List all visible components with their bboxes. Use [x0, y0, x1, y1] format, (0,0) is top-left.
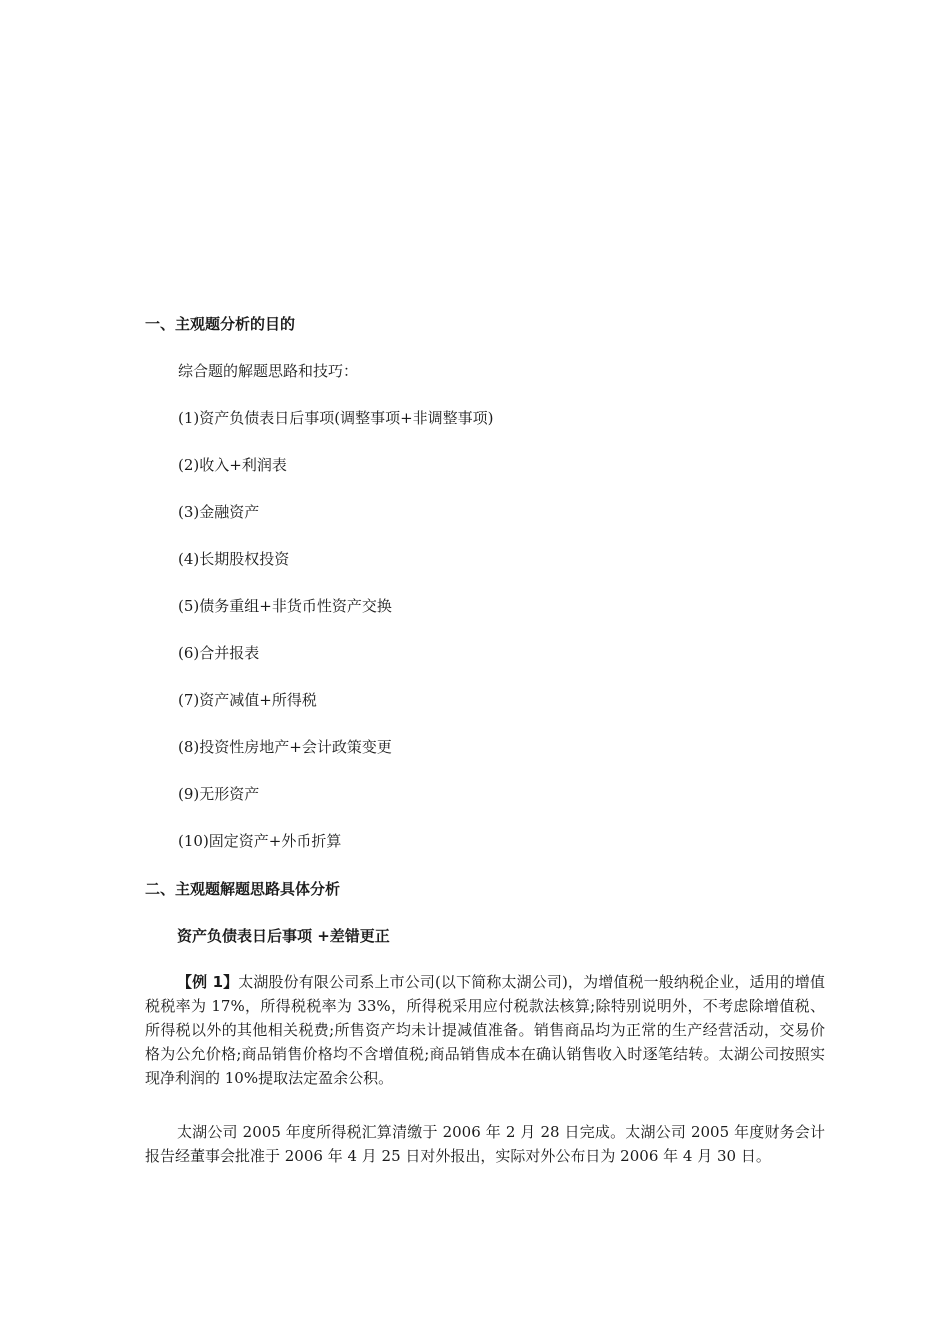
- list-item: (1)资产负债表日后事项(调整事项+非调整事项): [178, 409, 494, 427]
- list-item: (5)债务重组+非货币性资产交换: [178, 597, 392, 615]
- example-label: 【例 1】: [177, 973, 239, 991]
- list-item: (2)收入+利润表: [178, 456, 287, 474]
- body-paragraph: 太湖公司 2005 年度所得税汇算清缴于 2006 年 2 月 28 日完成。太湖公司 2005 年度财务会计报告经董事会批准于 2006 年 4 月 25 日对外报出，实际对外公布日为 2006 年 4 月 30 日。: [145, 1123, 825, 1165]
- section-heading-2: 二、主观题解题思路具体分析: [145, 880, 341, 898]
- subsection-heading: 资产负债表日后事项 +差错更正: [177, 927, 390, 945]
- list-item: (8)投资性房地产+会计政策变更: [178, 738, 392, 756]
- list-item: (3)金融资产: [178, 503, 260, 521]
- list-item: (10)固定资产+外币折算: [178, 832, 342, 850]
- example-paragraph: [145, 970, 825, 1090]
- example-text: 太湖股份有限公司系上市公司(以下简称太湖公司)，为增值税一般纳税企业，适用的增值税税率为 17%，所得税税率为 33%，所得税采用应付税款法核算;除特别说明外，不考虑除增值税、所得税以外的其他相关税费;所售资产均未计提减值准备。销售商品均为正常的生产经营活动，交易价格为公允价格;商品销售价格均不含增值税;商品销售成本在确认销售收入时逐笔结转。太湖公司按照实现净利润的 10%提取法定盈余公积。: [145, 973, 825, 1087]
- list-item: (4)长期股权投资: [178, 550, 290, 568]
- list-item: (6)合并报表: [178, 644, 260, 662]
- list-item: (9)无形资产: [178, 785, 260, 803]
- section-heading-1: 一、主观题分析的目的: [145, 315, 296, 333]
- intro-line: 综合题的解题思路和技巧：: [178, 362, 359, 380]
- list-item: (7)资产减值+所得税: [178, 691, 317, 709]
